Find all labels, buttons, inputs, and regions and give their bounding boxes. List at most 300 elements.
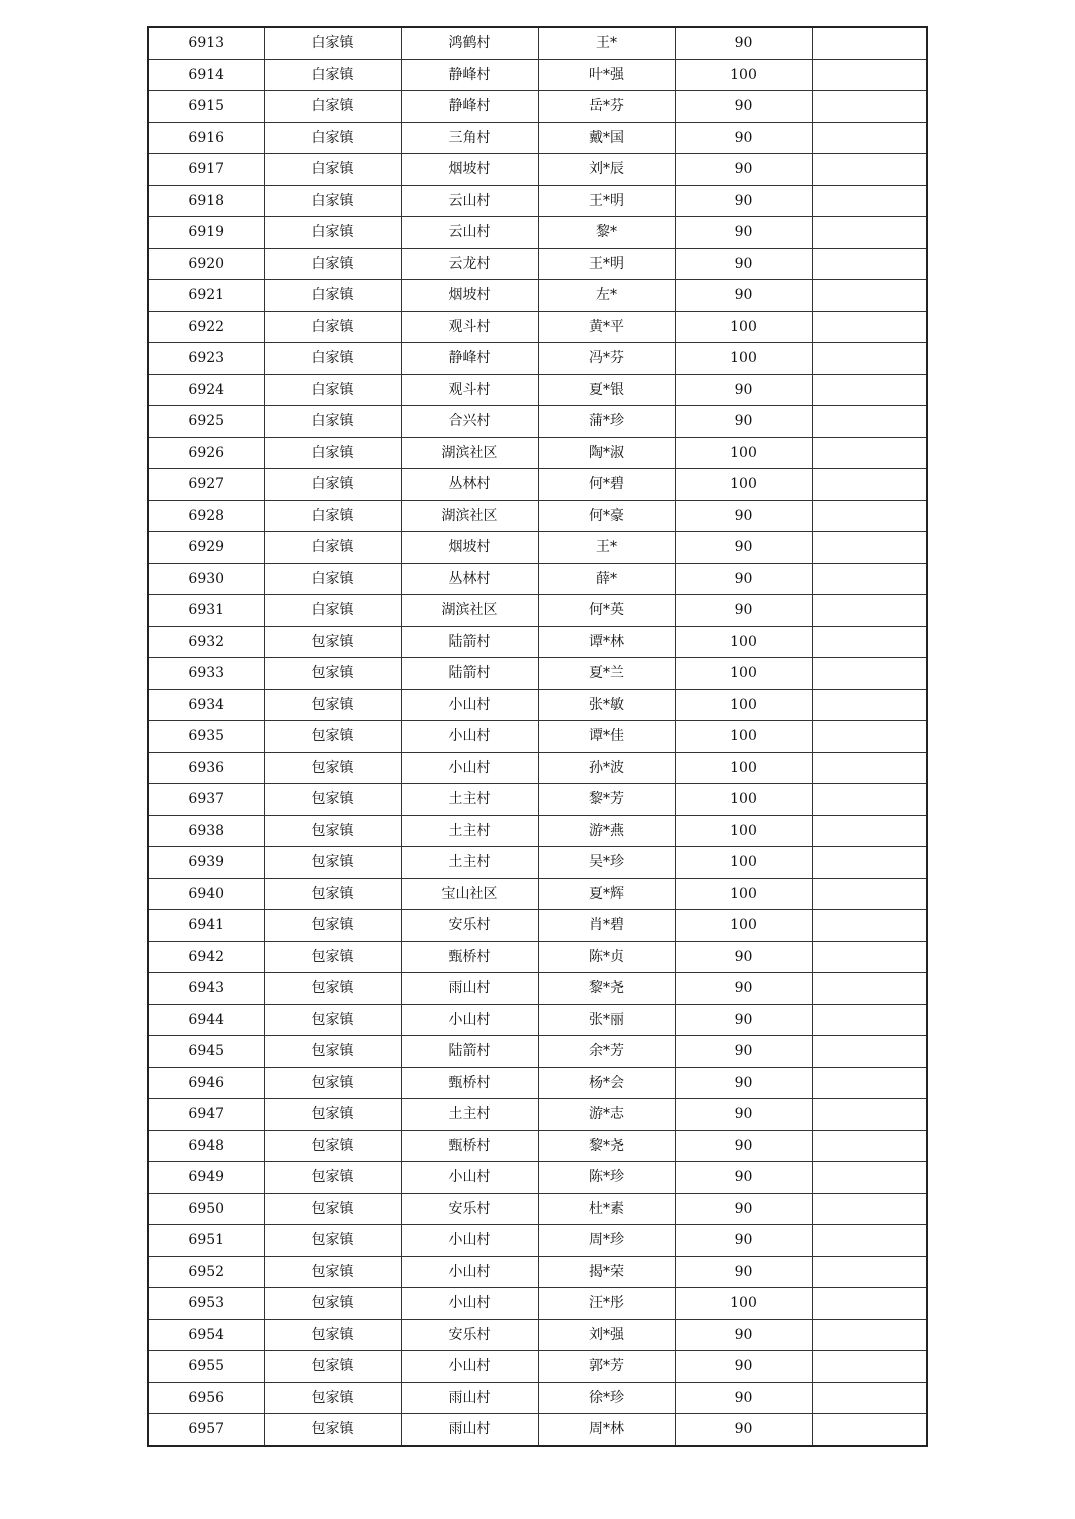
table-row xyxy=(148,1099,927,1131)
serial-number-cell: 6941 xyxy=(148,910,264,942)
serial-number-cell: 6928 xyxy=(148,500,264,532)
amount-cell: 90 xyxy=(675,1382,812,1414)
amount-cell: 90 xyxy=(675,595,812,627)
serial-number-cell: 6933 xyxy=(148,658,264,690)
table-row xyxy=(148,784,927,816)
name-cell: 蒲*珍 xyxy=(538,406,675,438)
town-cell: 白家镇 xyxy=(264,311,401,343)
name-cell: 郭*芳 xyxy=(538,1351,675,1383)
serial-number-cell: 6924 xyxy=(148,374,264,406)
table-row xyxy=(148,626,927,658)
name-cell: 刘*强 xyxy=(538,1319,675,1351)
serial-number-cell: 6919 xyxy=(148,217,264,249)
town-cell: 包家镇 xyxy=(264,878,401,910)
serial-number-cell: 6937 xyxy=(148,784,264,816)
serial-number-cell: 6954 xyxy=(148,1319,264,1351)
name-cell: 陶*淑 xyxy=(538,437,675,469)
amount-cell: 100 xyxy=(675,721,812,753)
table-row xyxy=(148,185,927,217)
table-row xyxy=(148,658,927,690)
serial-number-cell: 6944 xyxy=(148,1004,264,1036)
amount-cell: 90 xyxy=(675,374,812,406)
town-cell: 包家镇 xyxy=(264,784,401,816)
table-row xyxy=(148,1319,927,1351)
serial-number-cell: 6945 xyxy=(148,1036,264,1068)
serial-number-cell: 6942 xyxy=(148,941,264,973)
town-cell: 白家镇 xyxy=(264,563,401,595)
amount-cell: 90 xyxy=(675,1130,812,1162)
town-cell: 白家镇 xyxy=(264,374,401,406)
town-cell: 包家镇 xyxy=(264,1162,401,1194)
village-cell: 三角村 xyxy=(401,122,538,154)
amount-cell: 90 xyxy=(675,973,812,1005)
village-cell: 土主村 xyxy=(401,815,538,847)
town-cell: 包家镇 xyxy=(264,1225,401,1257)
amount-cell: 90 xyxy=(675,1351,812,1383)
town-cell: 白家镇 xyxy=(264,27,401,59)
remark-cell xyxy=(812,1225,927,1257)
serial-number-cell: 6920 xyxy=(148,248,264,280)
roster-body xyxy=(148,27,927,1446)
remark-cell xyxy=(812,343,927,375)
name-cell: 黄*平 xyxy=(538,311,675,343)
table-row xyxy=(148,532,927,564)
amount-cell: 100 xyxy=(675,910,812,942)
table-row xyxy=(148,1067,927,1099)
table-row xyxy=(148,406,927,438)
amount-cell: 90 xyxy=(675,217,812,249)
serial-number-cell: 6932 xyxy=(148,626,264,658)
remark-cell xyxy=(812,1130,927,1162)
village-cell: 陆箭村 xyxy=(401,626,538,658)
amount-cell: 90 xyxy=(675,563,812,595)
serial-number-cell: 6953 xyxy=(148,1288,264,1320)
serial-number-cell: 6921 xyxy=(148,280,264,312)
remark-cell xyxy=(812,1256,927,1288)
remark-cell xyxy=(812,406,927,438)
table-row xyxy=(148,1414,927,1446)
village-cell: 小山村 xyxy=(401,689,538,721)
town-cell: 白家镇 xyxy=(264,532,401,564)
village-cell: 小山村 xyxy=(401,1288,538,1320)
village-cell: 云龙村 xyxy=(401,248,538,280)
name-cell: 肖*碧 xyxy=(538,910,675,942)
amount-cell: 90 xyxy=(675,122,812,154)
village-cell: 甄桥村 xyxy=(401,1130,538,1162)
name-cell: 张*敏 xyxy=(538,689,675,721)
serial-number-cell: 6947 xyxy=(148,1099,264,1131)
amount-cell: 90 xyxy=(675,154,812,186)
serial-number-cell: 6934 xyxy=(148,689,264,721)
town-cell: 包家镇 xyxy=(264,1382,401,1414)
serial-number-cell: 6914 xyxy=(148,59,264,91)
town-cell: 包家镇 xyxy=(264,1193,401,1225)
town-cell: 包家镇 xyxy=(264,1036,401,1068)
table-row xyxy=(148,374,927,406)
name-cell: 张*丽 xyxy=(538,1004,675,1036)
village-cell: 观斗村 xyxy=(401,311,538,343)
name-cell: 王* xyxy=(538,532,675,564)
village-cell: 陆箭村 xyxy=(401,658,538,690)
amount-cell: 90 xyxy=(675,185,812,217)
name-cell: 左* xyxy=(538,280,675,312)
remark-cell xyxy=(812,248,927,280)
remark-cell xyxy=(812,626,927,658)
remark-cell xyxy=(812,910,927,942)
name-cell: 汪*彤 xyxy=(538,1288,675,1320)
serial-number-cell: 6952 xyxy=(148,1256,264,1288)
table-row xyxy=(148,563,927,595)
amount-cell: 90 xyxy=(675,1225,812,1257)
village-cell: 云山村 xyxy=(401,185,538,217)
name-cell: 戴*国 xyxy=(538,122,675,154)
town-cell: 包家镇 xyxy=(264,973,401,1005)
name-cell: 刘*辰 xyxy=(538,154,675,186)
village-cell: 小山村 xyxy=(401,1351,538,1383)
table-row xyxy=(148,1382,927,1414)
village-cell: 静峰村 xyxy=(401,59,538,91)
village-cell: 观斗村 xyxy=(401,374,538,406)
remark-cell xyxy=(812,437,927,469)
village-cell: 陆箭村 xyxy=(401,1036,538,1068)
table-row xyxy=(148,752,927,784)
serial-number-cell: 6950 xyxy=(148,1193,264,1225)
town-cell: 包家镇 xyxy=(264,1351,401,1383)
table-row xyxy=(148,91,927,123)
serial-number-cell: 6948 xyxy=(148,1130,264,1162)
name-cell: 黎* xyxy=(538,217,675,249)
amount-cell: 100 xyxy=(675,752,812,784)
table-row xyxy=(148,878,927,910)
name-cell: 杜*素 xyxy=(538,1193,675,1225)
serial-number-cell: 6923 xyxy=(148,343,264,375)
town-cell: 白家镇 xyxy=(264,500,401,532)
village-cell: 小山村 xyxy=(401,752,538,784)
name-cell: 游*燕 xyxy=(538,815,675,847)
amount-cell: 90 xyxy=(675,500,812,532)
village-cell: 小山村 xyxy=(401,1162,538,1194)
serial-number-cell: 6946 xyxy=(148,1067,264,1099)
serial-number-cell: 6943 xyxy=(148,973,264,1005)
serial-number-cell: 6935 xyxy=(148,721,264,753)
town-cell: 包家镇 xyxy=(264,941,401,973)
remark-cell xyxy=(812,941,927,973)
table-row xyxy=(148,343,927,375)
village-cell: 宝山社区 xyxy=(401,878,538,910)
remark-cell xyxy=(812,1351,927,1383)
amount-cell: 100 xyxy=(675,343,812,375)
remark-cell xyxy=(812,217,927,249)
remark-cell xyxy=(812,469,927,501)
village-cell: 甄桥村 xyxy=(401,1067,538,1099)
amount-cell: 90 xyxy=(675,1162,812,1194)
town-cell: 包家镇 xyxy=(264,1130,401,1162)
amount-cell: 100 xyxy=(675,689,812,721)
name-cell: 陈*贞 xyxy=(538,941,675,973)
village-cell: 土主村 xyxy=(401,1099,538,1131)
serial-number-cell: 6939 xyxy=(148,847,264,879)
village-cell: 烟坡村 xyxy=(401,154,538,186)
serial-number-cell: 6917 xyxy=(148,154,264,186)
name-cell: 余*芳 xyxy=(538,1036,675,1068)
amount-cell: 90 xyxy=(675,532,812,564)
village-cell: 土主村 xyxy=(401,847,538,879)
village-cell: 云山村 xyxy=(401,217,538,249)
serial-number-cell: 6922 xyxy=(148,311,264,343)
village-cell: 静峰村 xyxy=(401,91,538,123)
village-cell: 安乐村 xyxy=(401,910,538,942)
village-cell: 安乐村 xyxy=(401,1193,538,1225)
remark-cell xyxy=(812,1036,927,1068)
table-row xyxy=(148,1004,927,1036)
table-row xyxy=(148,1036,927,1068)
town-cell: 白家镇 xyxy=(264,185,401,217)
name-cell: 夏*兰 xyxy=(538,658,675,690)
town-cell: 白家镇 xyxy=(264,437,401,469)
name-cell: 黎*芳 xyxy=(538,784,675,816)
table-row xyxy=(148,154,927,186)
amount-cell: 100 xyxy=(675,437,812,469)
name-cell: 岳*芬 xyxy=(538,91,675,123)
amount-cell: 90 xyxy=(675,91,812,123)
remark-cell xyxy=(812,91,927,123)
village-cell: 烟坡村 xyxy=(401,280,538,312)
amount-cell: 90 xyxy=(675,1067,812,1099)
table-row xyxy=(148,815,927,847)
table-row xyxy=(148,1351,927,1383)
remark-cell xyxy=(812,1193,927,1225)
table-row xyxy=(148,1288,927,1320)
table-row xyxy=(148,1162,927,1194)
village-cell: 鸿鹤村 xyxy=(401,27,538,59)
name-cell: 周*珍 xyxy=(538,1225,675,1257)
amount-cell: 90 xyxy=(675,1036,812,1068)
amount-cell: 90 xyxy=(675,1099,812,1131)
name-cell: 薛* xyxy=(538,563,675,595)
serial-number-cell: 6956 xyxy=(148,1382,264,1414)
town-cell: 包家镇 xyxy=(264,689,401,721)
village-cell: 小山村 xyxy=(401,721,538,753)
town-cell: 包家镇 xyxy=(264,1414,401,1446)
serial-number-cell: 6916 xyxy=(148,122,264,154)
remark-cell xyxy=(812,815,927,847)
table-row xyxy=(148,689,927,721)
remark-cell xyxy=(812,784,927,816)
table-row xyxy=(148,469,927,501)
amount-cell: 90 xyxy=(675,280,812,312)
remark-cell xyxy=(812,878,927,910)
name-cell: 揭*荣 xyxy=(538,1256,675,1288)
table-row xyxy=(148,847,927,879)
village-cell: 丛林村 xyxy=(401,469,538,501)
town-cell: 包家镇 xyxy=(264,1256,401,1288)
table-row xyxy=(148,500,927,532)
village-cell: 小山村 xyxy=(401,1256,538,1288)
village-cell: 烟坡村 xyxy=(401,532,538,564)
town-cell: 包家镇 xyxy=(264,658,401,690)
remark-cell xyxy=(812,1067,927,1099)
table-row xyxy=(148,1193,927,1225)
remark-cell xyxy=(812,721,927,753)
town-cell: 包家镇 xyxy=(264,1099,401,1131)
remark-cell xyxy=(812,154,927,186)
amount-cell: 100 xyxy=(675,847,812,879)
village-cell: 湖滨社区 xyxy=(401,500,538,532)
amount-cell: 90 xyxy=(675,248,812,280)
amount-cell: 100 xyxy=(675,469,812,501)
town-cell: 包家镇 xyxy=(264,1004,401,1036)
village-cell: 湖滨社区 xyxy=(401,595,538,627)
serial-number-cell: 6949 xyxy=(148,1162,264,1194)
name-cell: 谭*佳 xyxy=(538,721,675,753)
remark-cell xyxy=(812,1288,927,1320)
table-row xyxy=(148,437,927,469)
table-row xyxy=(148,59,927,91)
remark-cell xyxy=(812,973,927,1005)
table-row xyxy=(148,595,927,627)
amount-cell: 100 xyxy=(675,815,812,847)
table-row xyxy=(148,973,927,1005)
serial-number-cell: 6929 xyxy=(148,532,264,564)
village-cell: 雨山村 xyxy=(401,1414,538,1446)
name-cell: 陈*珍 xyxy=(538,1162,675,1194)
serial-number-cell: 6931 xyxy=(148,595,264,627)
serial-number-cell: 6926 xyxy=(148,437,264,469)
remark-cell xyxy=(812,847,927,879)
village-cell: 甄桥村 xyxy=(401,941,538,973)
name-cell: 徐*珍 xyxy=(538,1382,675,1414)
amount-cell: 100 xyxy=(675,784,812,816)
amount-cell: 90 xyxy=(675,1004,812,1036)
name-cell: 何*碧 xyxy=(538,469,675,501)
amount-cell: 90 xyxy=(675,1256,812,1288)
remark-cell xyxy=(812,59,927,91)
town-cell: 白家镇 xyxy=(264,280,401,312)
village-cell: 小山村 xyxy=(401,1004,538,1036)
table-row xyxy=(148,941,927,973)
remark-cell xyxy=(812,374,927,406)
name-cell: 游*志 xyxy=(538,1099,675,1131)
amount-cell: 90 xyxy=(675,1319,812,1351)
remark-cell xyxy=(812,1004,927,1036)
name-cell: 孙*波 xyxy=(538,752,675,784)
remark-cell xyxy=(812,122,927,154)
name-cell: 吴*珍 xyxy=(538,847,675,879)
amount-cell: 100 xyxy=(675,878,812,910)
name-cell: 王* xyxy=(538,27,675,59)
town-cell: 白家镇 xyxy=(264,469,401,501)
village-cell: 小山村 xyxy=(401,1225,538,1257)
serial-number-cell: 6951 xyxy=(148,1225,264,1257)
name-cell: 黎*尧 xyxy=(538,1130,675,1162)
table-row xyxy=(148,910,927,942)
remark-cell xyxy=(812,1382,927,1414)
serial-number-cell: 6925 xyxy=(148,406,264,438)
town-cell: 包家镇 xyxy=(264,752,401,784)
town-cell: 包家镇 xyxy=(264,1067,401,1099)
village-cell: 合兴村 xyxy=(401,406,538,438)
name-cell: 杨*会 xyxy=(538,1067,675,1099)
amount-cell: 90 xyxy=(675,27,812,59)
town-cell: 白家镇 xyxy=(264,154,401,186)
serial-number-cell: 6938 xyxy=(148,815,264,847)
village-cell: 土主村 xyxy=(401,784,538,816)
remark-cell xyxy=(812,1319,927,1351)
table-row xyxy=(148,217,927,249)
table-row xyxy=(148,1225,927,1257)
town-cell: 白家镇 xyxy=(264,248,401,280)
remark-cell xyxy=(812,500,927,532)
amount-cell: 90 xyxy=(675,406,812,438)
town-cell: 白家镇 xyxy=(264,595,401,627)
name-cell: 周*林 xyxy=(538,1414,675,1446)
amount-cell: 90 xyxy=(675,1414,812,1446)
table-row xyxy=(148,27,927,59)
name-cell: 何*英 xyxy=(538,595,675,627)
amount-cell: 100 xyxy=(675,658,812,690)
table-row xyxy=(148,721,927,753)
remark-cell xyxy=(812,311,927,343)
remark-cell xyxy=(812,532,927,564)
remark-cell xyxy=(812,658,927,690)
amount-cell: 100 xyxy=(675,1288,812,1320)
amount-cell: 90 xyxy=(675,1193,812,1225)
amount-cell: 100 xyxy=(675,59,812,91)
remark-cell xyxy=(812,1099,927,1131)
name-cell: 夏*辉 xyxy=(538,878,675,910)
serial-number-cell: 6915 xyxy=(148,91,264,123)
amount-cell: 100 xyxy=(675,311,812,343)
name-cell: 黎*尧 xyxy=(538,973,675,1005)
village-cell: 静峰村 xyxy=(401,343,538,375)
table-row xyxy=(148,280,927,312)
remark-cell xyxy=(812,27,927,59)
amount-cell: 90 xyxy=(675,941,812,973)
remark-cell xyxy=(812,280,927,312)
town-cell: 包家镇 xyxy=(264,815,401,847)
table-row xyxy=(148,1130,927,1162)
name-cell: 王*明 xyxy=(538,248,675,280)
village-cell: 湖滨社区 xyxy=(401,437,538,469)
serial-number-cell: 6957 xyxy=(148,1414,264,1446)
name-cell: 夏*银 xyxy=(538,374,675,406)
town-cell: 包家镇 xyxy=(264,1319,401,1351)
serial-number-cell: 6936 xyxy=(148,752,264,784)
remark-cell xyxy=(812,595,927,627)
table-row xyxy=(148,1256,927,1288)
town-cell: 白家镇 xyxy=(264,217,401,249)
town-cell: 包家镇 xyxy=(264,847,401,879)
remark-cell xyxy=(812,563,927,595)
remark-cell xyxy=(812,752,927,784)
town-cell: 白家镇 xyxy=(264,122,401,154)
village-cell: 雨山村 xyxy=(401,973,538,1005)
name-cell: 何*豪 xyxy=(538,500,675,532)
town-cell: 白家镇 xyxy=(264,406,401,438)
town-cell: 白家镇 xyxy=(264,59,401,91)
table-row xyxy=(148,248,927,280)
serial-number-cell: 6940 xyxy=(148,878,264,910)
village-cell: 安乐村 xyxy=(401,1319,538,1351)
remark-cell xyxy=(812,1162,927,1194)
town-cell: 包家镇 xyxy=(264,910,401,942)
village-cell: 丛林村 xyxy=(401,563,538,595)
serial-number-cell: 6913 xyxy=(148,27,264,59)
village-cell: 雨山村 xyxy=(401,1382,538,1414)
serial-number-cell: 6918 xyxy=(148,185,264,217)
town-cell: 包家镇 xyxy=(264,1288,401,1320)
remark-cell xyxy=(812,1414,927,1446)
